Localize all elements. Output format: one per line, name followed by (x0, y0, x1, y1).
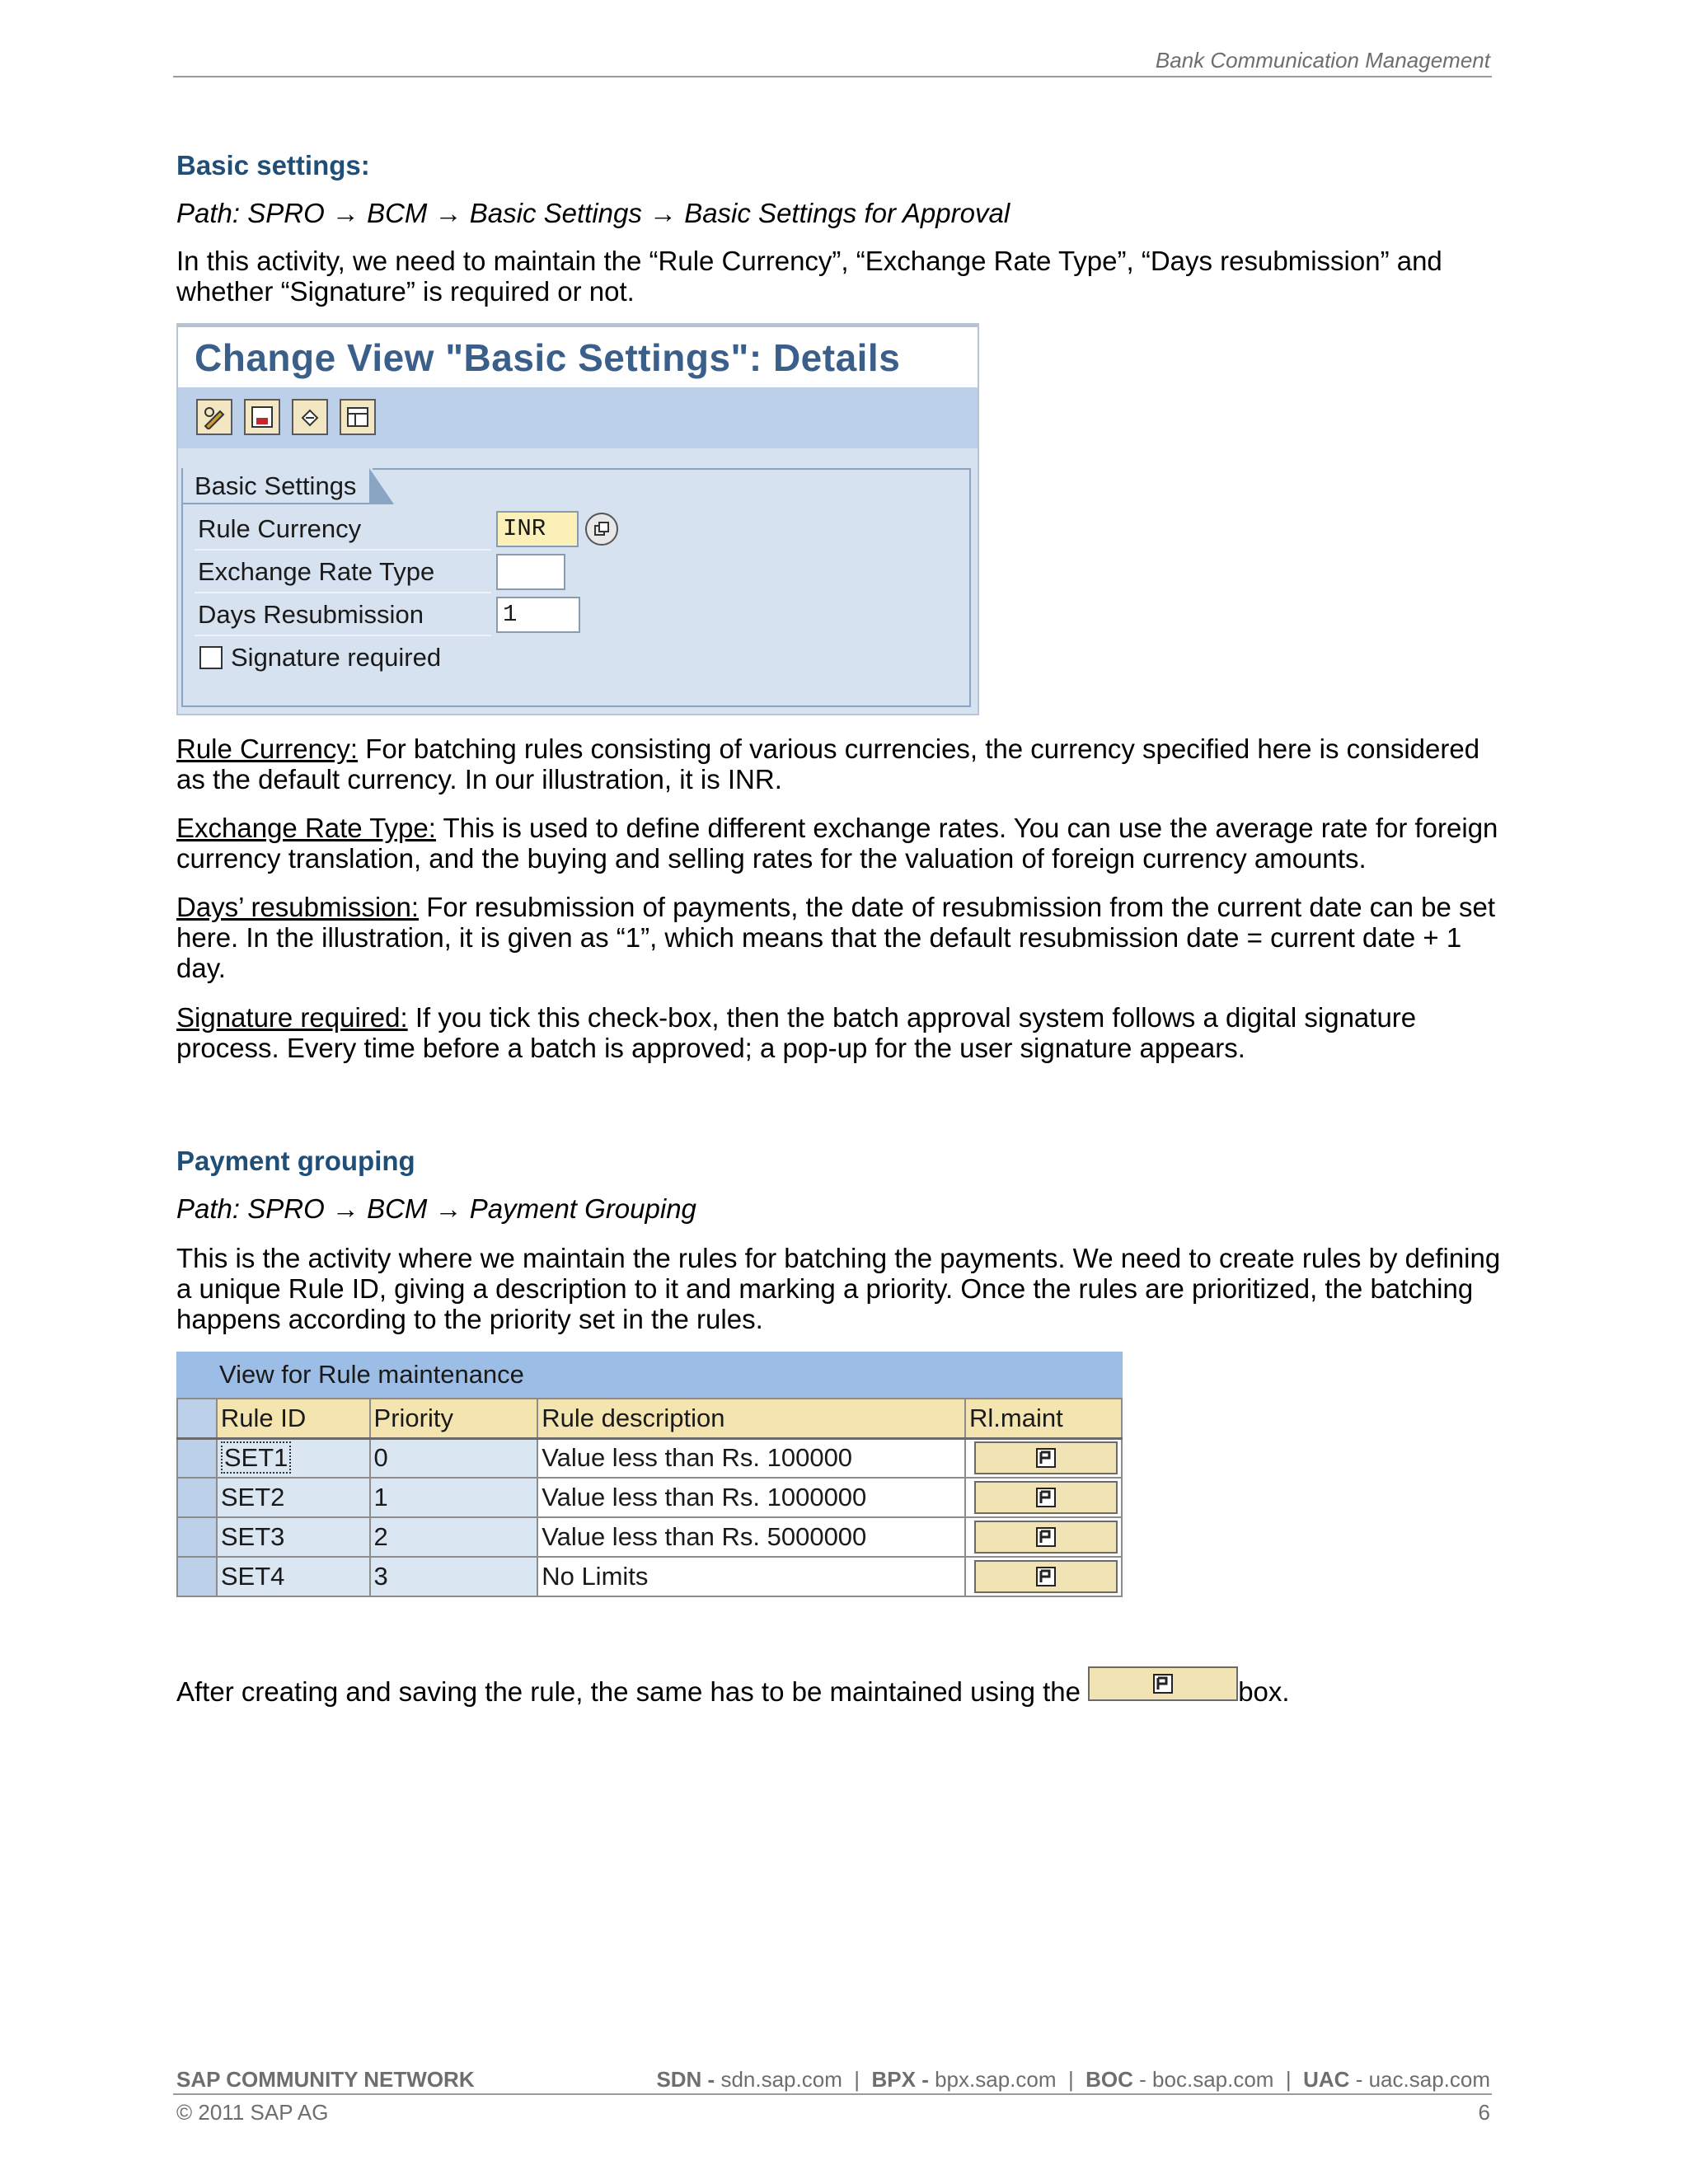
save-icon (250, 405, 274, 429)
page-header-title: Bank Communication Management (1155, 48, 1490, 73)
rule-id-cell[interactable]: SET4 (217, 1557, 370, 1596)
exchange-rate-type-input[interactable] (496, 554, 565, 590)
row-selector[interactable] (177, 1478, 217, 1517)
footer-network: SAP COMMUNITY NETWORK (176, 2067, 475, 2092)
footer-copyright: © 2011 SAP AG (176, 2100, 329, 2125)
col-header-rule-description[interactable]: Rule description (537, 1399, 965, 1438)
days-resubmission-label: Days Resubmission (198, 600, 424, 629)
table-row[interactable] (177, 1438, 1122, 1478)
rule-maintain-button[interactable] (974, 1560, 1118, 1593)
priority-cell[interactable]: 3 (370, 1557, 538, 1596)
rule-id-cell[interactable]: SET1 (221, 1441, 292, 1474)
definition-rule-currency: Rule Currency: For batching rules consisting of various currencies, the currency specified here is considered as the default currency. In our illustration, it is INR. (176, 733, 1480, 794)
definition-exchange-rate-type: Exchange Rate Type: This is used to define different exchange rates. You can use the average rate for foreign currency translation, and the buying and selling rates for the valuation of foreign currency amounts. (176, 813, 1498, 874)
section-heading-payment-grouping: Payment grouping (176, 1146, 415, 1176)
screen-titlebar (178, 325, 978, 390)
signature-required-checkbox[interactable] (199, 646, 223, 669)
row-selector[interactable] (177, 1438, 217, 1478)
rule-view-title: View for Rule maintenance (219, 1360, 524, 1389)
term-days-resubmission: Days’ resubmission: (176, 892, 420, 922)
uac-link[interactable]: - uac.sap.com (1355, 2067, 1490, 2092)
path-basic-settings: Path: SPRO → BCM → Basic Settings → Basic Settings for Approval (176, 198, 1010, 228)
inline-rule-maintain-button (1088, 1666, 1238, 1701)
group-label: Basic Settings (183, 468, 373, 504)
description-cell[interactable]: Value less than Rs. 100000 (537, 1438, 965, 1478)
rule-maintain-icon (1152, 1673, 1174, 1694)
priority-cell[interactable]: 2 (370, 1517, 538, 1557)
description-cell[interactable]: No Limits (537, 1557, 965, 1596)
bpx-link[interactable]: bpx.sap.com (935, 2067, 1057, 2092)
section-heading-basic-settings: Basic settings: (176, 150, 370, 180)
intro-basic-settings: In this activity, we need to maintain the “Rule Currency”, “Exchange Rate Type”, “Days resubmission” and whether “Signature” is required or not. (176, 246, 1442, 307)
details-button[interactable] (340, 399, 376, 435)
value-help-button[interactable] (585, 513, 618, 546)
screen-body (178, 448, 978, 714)
priority-cell[interactable]: 0 (370, 1438, 538, 1478)
rule-maintain-button[interactable] (974, 1481, 1118, 1514)
description-cell[interactable]: Value less than Rs. 5000000 (537, 1517, 965, 1557)
col-header-rule-id[interactable]: Rule ID (217, 1399, 370, 1438)
footer-links: SDN - sdn.sap.com | BPX - bpx.sap.com | BOC - boc.sap.com | UAC - uac.sap.com (656, 2067, 1490, 2092)
basic-settings-group (181, 468, 971, 707)
table-row[interactable] (177, 1557, 1122, 1596)
exchange-rate-type-label: Exchange Rate Type (198, 557, 435, 586)
rule-currency-input[interactable]: INR (496, 511, 579, 547)
table-header-row (177, 1399, 1122, 1438)
value-help-icon (593, 520, 611, 538)
term-rule-currency: Rule Currency: (176, 733, 359, 764)
definition-signature-required: Signature required: If you tick this check-box, then the batch approval system follows a digital signature process. Every time before a batch is approved; a pop-up for the user signature appears. (176, 1002, 1417, 1063)
rule-currency-label: Rule Currency (198, 514, 362, 543)
row-selector[interactable] (177, 1517, 217, 1557)
intro-payment-grouping: This is the activity where we maintain the rules for batching the payments. We need to create rules by defining a unique Rule ID, giving a description to it and marking a priority. Once the rules are prioritized, the batching happens according to the priority set in the rules. (176, 1243, 1501, 1334)
rules-table (176, 1398, 1123, 1597)
term-signature-required: Signature required: (176, 1002, 408, 1033)
sap-basic-settings-screen (176, 323, 979, 715)
sap-rule-maintenance-screen (176, 1352, 1123, 1609)
screen-title: Change View "Basic Settings": Details (195, 336, 901, 379)
screen-toolbar (178, 387, 978, 448)
definition-days-resubmission: Days’ resubmission: For resubmission of payments, the date of resubmission from the current date can be set here. In the illustration, it is given as “1”, which means that the default resubmission date = current date + 1 day. (176, 892, 1496, 983)
table-details-icon (345, 405, 370, 429)
days-resubmission-input[interactable]: 1 (496, 597, 580, 633)
header-divider (173, 76, 1492, 77)
page-number: 6 (1478, 2100, 1490, 2125)
sdn-link[interactable]: sdn.sap.com (720, 2067, 842, 2092)
rule-maintain-button[interactable] (974, 1441, 1118, 1474)
col-header-priority[interactable]: Priority (370, 1399, 538, 1438)
term-exchange-rate-type: Exchange Rate Type: (176, 813, 436, 843)
footer-divider (173, 2093, 1492, 2095)
description-cell[interactable]: Value less than Rs. 1000000 (537, 1478, 965, 1517)
rule-maintain-icon (1035, 1566, 1057, 1587)
rule-maintain-button[interactable] (974, 1521, 1118, 1554)
rule-maintain-icon (1035, 1526, 1057, 1548)
path-payment-grouping: Path: SPRO → BCM → Payment Grouping (176, 1193, 696, 1224)
boc-link[interactable]: - boc.sap.com (1139, 2067, 1274, 2092)
rule-view-titlebar (176, 1352, 1123, 1398)
closing-sentence: After creating and saving the rule, the same has to be maintained using the box. (176, 1666, 1512, 1707)
table-row[interactable] (177, 1478, 1122, 1517)
rule-maintain-icon (1035, 1447, 1057, 1469)
priority-cell[interactable]: 1 (370, 1478, 538, 1517)
rule-id-cell[interactable]: SET3 (217, 1517, 370, 1557)
rule-id-cell[interactable]: SET2 (217, 1478, 370, 1517)
col-header-rl-maint[interactable]: Rl.maint (965, 1399, 1122, 1438)
rule-maintain-icon (1035, 1487, 1057, 1508)
undo-button[interactable] (292, 399, 328, 435)
undo-icon (298, 405, 322, 429)
select-all-cell[interactable] (177, 1399, 217, 1438)
save-button[interactable] (244, 399, 280, 435)
pencil-glasses-icon (202, 405, 227, 429)
table-row[interactable] (177, 1517, 1122, 1557)
display-change-button[interactable] (196, 399, 232, 435)
signature-required-label: Signature required (231, 643, 442, 672)
row-selector[interactable] (177, 1557, 217, 1596)
